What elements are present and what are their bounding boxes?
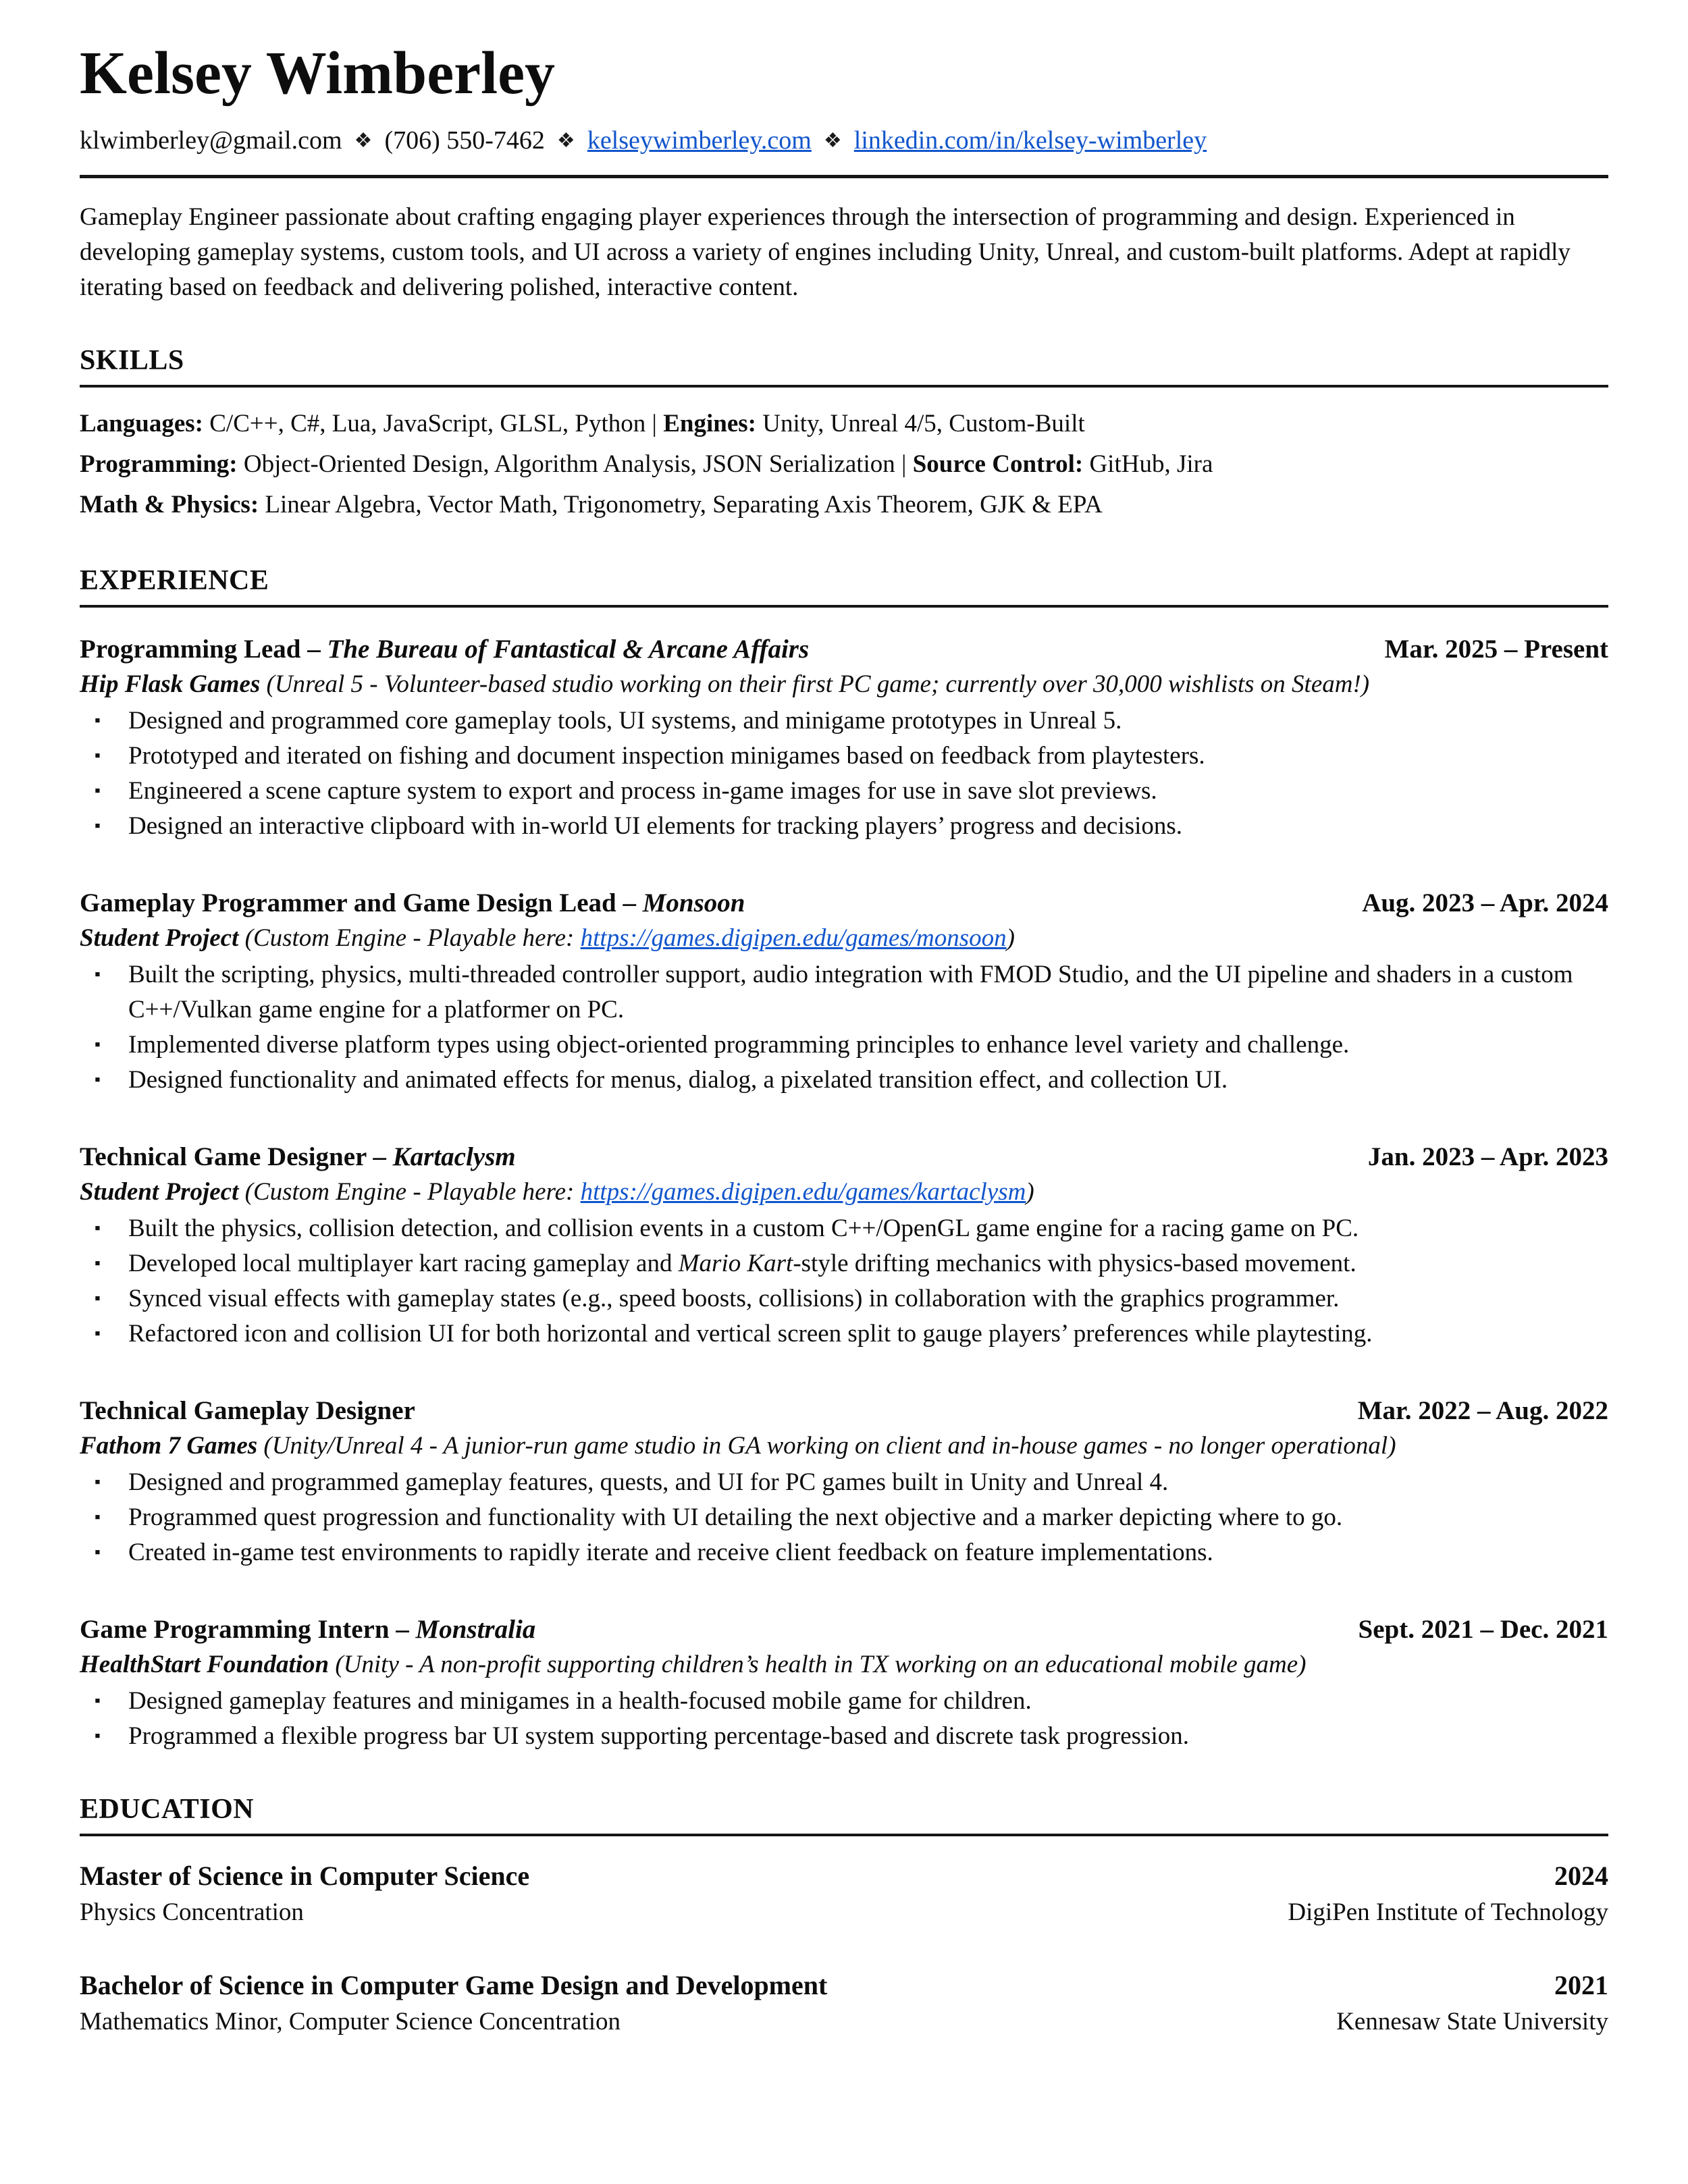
job-role: Programming Lead – <box>80 635 327 664</box>
organization-description: ) <box>1026 1178 1034 1206</box>
bullet-text: Designed gameplay features and minigames in a health-focused mobile game for children. <box>128 1687 1032 1715</box>
bullet-item <box>80 703 1608 739</box>
bullet-text <box>128 1246 1608 1281</box>
bullet-text-segment: -style drifting mechanics with physics-based movement. <box>793 1250 1356 1277</box>
bullet-item <box>80 1500 1608 1535</box>
education-degree-row <box>80 1858 1608 1894</box>
bullet-text: Engineered a scene capture system to export and process in-game images for use in save slot previews. <box>128 777 1157 805</box>
education-list <box>80 1858 1608 2040</box>
bullet-item <box>80 1465 1608 1500</box>
job-bullet-list <box>80 1211 1608 1352</box>
project-link[interactable]: https://games.digipen.edu/games/kartaclysm <box>580 1178 1026 1206</box>
organization-description: (Custom Engine - Playable here: <box>238 924 581 952</box>
skill-values: C/C++, C#, Lua, JavaScript, GLSL, Python | <box>203 410 664 437</box>
education-degree-row <box>80 1967 1608 2004</box>
job-header <box>80 1140 1608 1175</box>
degree-year: 2021 <box>1554 1970 1608 2000</box>
job-project-name: The Bureau of Fantastical & Arcane Affairs <box>327 635 810 664</box>
job-organization <box>80 667 1608 702</box>
degree-detail: Physics Concentration <box>80 1898 304 1926</box>
bullet-item <box>80 739 1608 774</box>
skill-values: Object-Oriented Design, Algorithm Analysis, JSON Serialization | <box>237 450 913 478</box>
email-text: klwimberley@gmail.com <box>80 126 342 155</box>
contact-line <box>80 123 1608 160</box>
bullet-icon: ▪ <box>95 1071 101 1089</box>
job-entry-bureau <box>80 632 1608 844</box>
bullet-icon: ▪ <box>95 1036 101 1054</box>
skill-values: Linear Algebra, Vector Math, Trigonometry, Separating Axis Theorem, GJK & EPA <box>259 491 1103 518</box>
bullet-text: Synced visual effects with gameplay states (e.g., speed boosts, collisions) in collaboration with the graphics programmer. <box>128 1285 1340 1312</box>
job-dates: Jan. 2023 – Apr. 2023 <box>1367 1142 1608 1171</box>
bullet-icon: ▪ <box>95 817 101 835</box>
skill-values: GitHub, Jira <box>1083 450 1213 478</box>
bullet-item <box>80 1719 1608 1754</box>
bullet-icon: ▪ <box>95 1508 101 1526</box>
diamond-icon: ❖ <box>354 130 373 152</box>
experience-list <box>80 632 1608 1754</box>
bullet-text: Designed and programmed gameplay features, quests, and UI for PC games built in Unity and Unreal 4. <box>128 1468 1169 1496</box>
bullet-icon: ▪ <box>95 1325 101 1343</box>
job-project-name: Monsoon <box>642 888 745 917</box>
job-entry-monsoon <box>80 886 1608 1098</box>
linkedin-link[interactable]: linkedin.com/in/kelsey-wimberley <box>853 126 1207 155</box>
organization-description: (Unity/Unreal 4 - A junior-run game studio in GA working on client and in-house games - no longer operational) <box>257 1432 1396 1460</box>
job-dates: Mar. 2025 – Present <box>1384 635 1608 664</box>
organization-description: (Unreal 5 - Volunteer-based studio working on their first PC game; currently over 30,000 wishlists on Steam!) <box>260 670 1370 698</box>
organization-name: Fathom 7 Games <box>80 1432 258 1460</box>
bullet-text: Refactored icon and collision UI for both horizontal and vertical screen split to gauge players’ preferences while playtesting. <box>128 1320 1373 1348</box>
job-entry-kartaclysm <box>80 1140 1608 1352</box>
job-dates: Sept. 2021 – Dec. 2021 <box>1358 1615 1608 1644</box>
job-bullet-list <box>80 957 1608 1098</box>
bullet-icon: ▪ <box>95 712 101 730</box>
education-entry-masters <box>80 1858 1608 1931</box>
job-bullet-list <box>80 703 1608 844</box>
degree-name: Bachelor of Science in Computer Game Design and Development <box>80 1970 828 2000</box>
bullet-text: Designed and programmed core gameplay tools, UI systems, and minigame prototypes in Unreal 5. <box>128 707 1122 735</box>
skills-block <box>80 404 1608 525</box>
job-organization <box>80 1429 1608 1464</box>
experience-heading: EXPERIENCE <box>80 564 1608 608</box>
organization-description: (Unity - A non-profit supporting children’s health in TX working on an educational mobile game) <box>329 1651 1307 1678</box>
bullet-text: Programmed quest progression and functionality with UI detailing the next objective and a marker depicting where to go. <box>128 1503 1343 1531</box>
education-detail-row <box>80 1894 1608 1931</box>
game-title-emphasis: Mario Kart <box>678 1250 793 1277</box>
bullet-text: Programmed a flexible progress bar UI system supporting percentage-based and discrete task progression. <box>128 1722 1190 1750</box>
bullet-item <box>80 1028 1608 1063</box>
bullet-icon: ▪ <box>95 1473 101 1491</box>
skill-label: Engines: <box>663 410 756 437</box>
degree-name: Master of Science in Computer Science <box>80 1861 530 1891</box>
organization-name: Student Project <box>80 1178 239 1206</box>
bullet-item <box>80 957 1608 1028</box>
skill-values: Unity, Unreal 4/5, Custom-Built <box>756 410 1085 437</box>
job-header <box>80 886 1608 921</box>
bullet-text: Prototyped and iterated on fishing and document inspection minigames based on feedback from playtesters. <box>128 742 1205 770</box>
skills-row-math-physics <box>80 485 1608 525</box>
website-link[interactable]: kelseywimberley.com <box>587 126 812 155</box>
school-name: Kennesaw State University <box>1336 2008 1608 2035</box>
job-role: Technical Game Designer – <box>80 1142 393 1171</box>
bullet-item <box>80 1535 1608 1570</box>
bullet-item <box>80 1246 1608 1281</box>
bullet-item <box>80 809 1608 844</box>
bullet-text: Designed functionality and animated effects for menus, dialog, a pixelated transition effect, and collection UI. <box>128 1066 1228 1094</box>
diamond-icon: ❖ <box>823 130 842 152</box>
skill-label: Programming: <box>80 450 238 478</box>
bullet-text: Built the physics, collision detection, and collision events in a custom C++/OpenGL game engine for a racing game on PC. <box>128 1215 1359 1242</box>
header-divider <box>80 175 1608 178</box>
job-title <box>80 632 1385 667</box>
job-title <box>80 1612 1359 1647</box>
bullet-item <box>80 1063 1608 1098</box>
bullet-text: Designed an interactive clipboard with in-world UI elements for tracking players’ progress and decisions. <box>128 812 1183 840</box>
bullet-icon: ▪ <box>95 1692 101 1710</box>
job-header <box>80 1393 1608 1429</box>
job-header <box>80 632 1608 667</box>
skill-label: Math & Physics: <box>80 491 259 518</box>
degree-year: 2024 <box>1554 1861 1608 1891</box>
job-project-name: Monstralia <box>415 1615 536 1644</box>
bullet-icon: ▪ <box>95 1254 101 1273</box>
education-heading: EDUCATION <box>80 1793 1608 1836</box>
job-header <box>80 1612 1608 1647</box>
job-bullet-list <box>80 1465 1608 1570</box>
phone-text: (706) 550-7462 <box>384 126 545 155</box>
job-organization <box>80 921 1608 956</box>
organization-description: (Custom Engine - Playable here: <box>238 1178 581 1206</box>
bullet-icon: ▪ <box>95 782 101 800</box>
project-link[interactable]: https://games.digipen.edu/games/monsoon <box>580 924 1007 952</box>
bullet-icon: ▪ <box>95 1543 101 1562</box>
job-role: Gameplay Programmer and Game Design Lead – <box>80 888 643 917</box>
job-title <box>80 886 1362 921</box>
job-entry-monstralia <box>80 1612 1608 1754</box>
education-detail-row <box>80 2004 1608 2040</box>
education-entry-bachelors <box>80 1967 1608 2040</box>
summary-text: Gameplay Engineer passionate about crafting engaging player experiences through the intersection of programming and design. Experienced in developing gameplay systems, custom tools, and UI across a variety of engines including Unity, Unreal, and custom-built platforms. Adept at rapidly iterating based on feedback and delivering polished, interactive content. <box>80 203 1571 301</box>
job-bullet-list <box>80 1684 1608 1754</box>
bullet-text: Implemented diverse platform types using object-oriented programming principles to enhance level variety and challenge. <box>128 1031 1350 1059</box>
bullet-icon: ▪ <box>95 1727 101 1745</box>
bullet-item <box>80 1684 1608 1719</box>
bullet-text-segment: Developed local multiplayer kart racing gameplay and <box>128 1250 679 1277</box>
organization-description: ) <box>1006 924 1015 952</box>
bullet-text: Built the scripting, physics, multi-threaded controller support, audio integration with FMOD Studio, and the UI pipeline and shaders in a custom C++/Vulkan game engine for a platformer on PC. <box>128 961 1573 1023</box>
organization-name: Hip Flask Games <box>80 670 261 698</box>
skill-label: Source Control: <box>912 450 1084 478</box>
skill-label: Languages: <box>80 410 203 437</box>
organization-name: HealthStart Foundation <box>80 1651 329 1678</box>
job-entry-fathom7 <box>80 1393 1608 1570</box>
job-dates: Mar. 2022 – Aug. 2022 <box>1357 1396 1608 1425</box>
bullet-item <box>80 1281 1608 1316</box>
diamond-icon: ❖ <box>556 130 575 152</box>
school-name: DigiPen Institute of Technology <box>1288 1898 1608 1926</box>
job-title <box>80 1140 1368 1175</box>
bullet-icon: ▪ <box>95 1219 101 1237</box>
bullet-icon: ▪ <box>95 747 101 765</box>
bullet-icon: ▪ <box>95 1289 101 1308</box>
bullet-text: Created in-game test environments to rapidly iterate and receive client feedback on feature implementations. <box>128 1539 1213 1566</box>
skills-row-programming <box>80 444 1608 485</box>
bullet-item <box>80 1211 1608 1246</box>
job-title <box>80 1393 1358 1429</box>
job-role: Game Programming Intern – <box>80 1615 416 1644</box>
degree-detail: Mathematics Minor, Computer Science Concentration <box>80 2008 621 2035</box>
bullet-item <box>80 774 1608 809</box>
job-role: Technical Gameplay Designer <box>80 1396 415 1425</box>
resume-page <box>80 38 1608 2040</box>
job-organization <box>80 1175 1608 1210</box>
skills-heading: SKILLS <box>80 344 1608 388</box>
job-organization <box>80 1647 1608 1682</box>
skills-row-languages <box>80 404 1608 444</box>
candidate-name: Kelsey Wimberley <box>80 40 556 107</box>
organization-name: Student Project <box>80 924 239 952</box>
job-project-name: Kartaclysm <box>392 1142 516 1171</box>
bullet-icon: ▪ <box>95 965 101 984</box>
job-dates: Aug. 2023 – Apr. 2024 <box>1362 888 1608 917</box>
bullet-item <box>80 1316 1608 1352</box>
